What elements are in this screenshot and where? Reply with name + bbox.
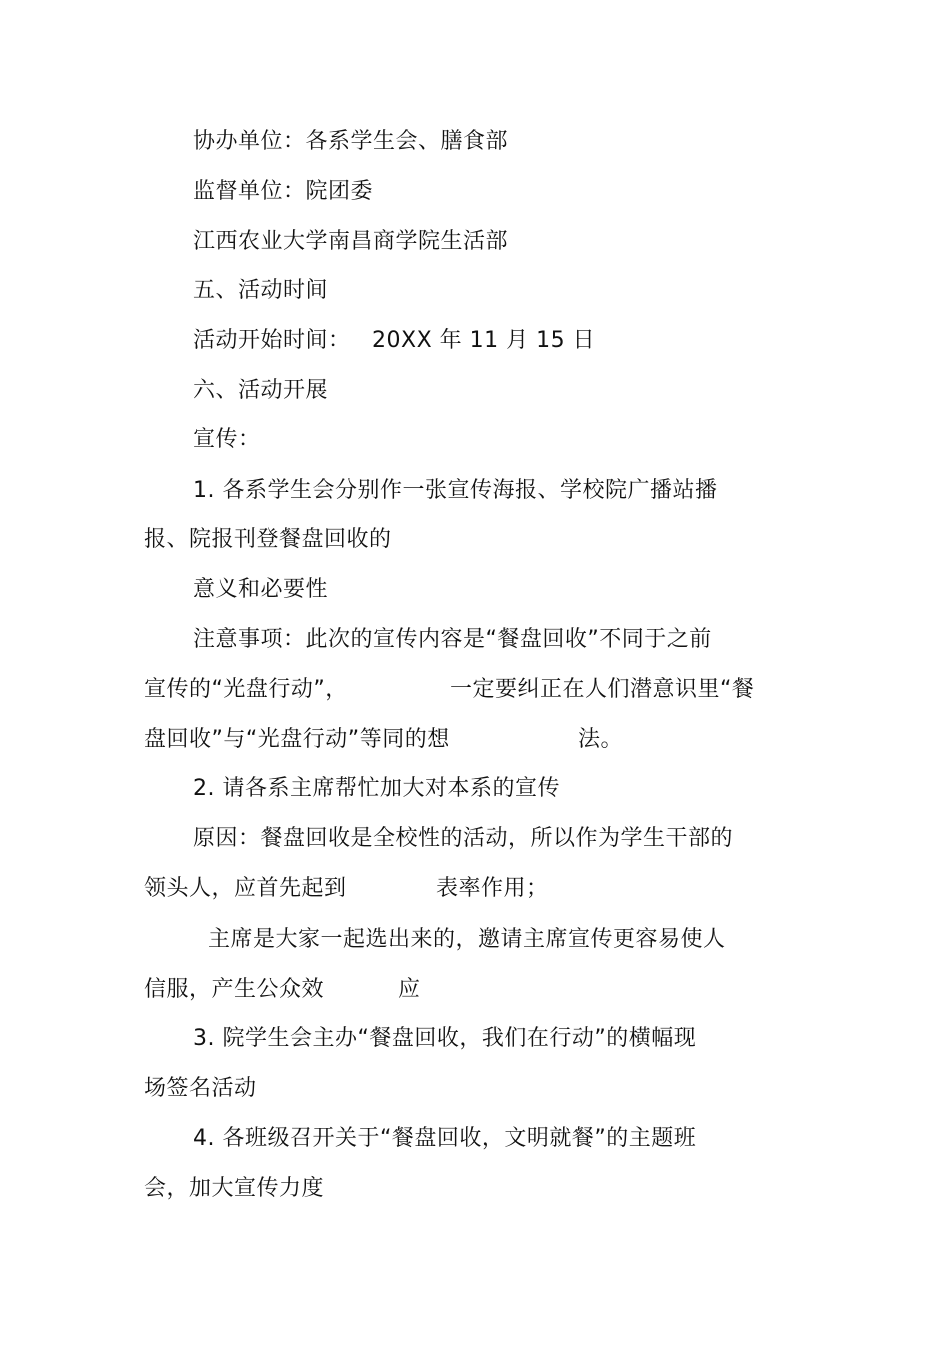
date-value: 20XX 年 11 月 15 日 xyxy=(372,328,596,353)
list-item-2: 2. 请各系主席帮忙加大对本系的宣传 xyxy=(193,776,560,801)
text-line: 法。 xyxy=(578,727,624,752)
section-heading: 六、活动开展 xyxy=(193,378,329,403)
text-line: 领头人，应首先起到 xyxy=(144,876,347,901)
text-line: 宣传的“光盘行动”， xyxy=(144,677,348,702)
text-line: 报、院报刊登餐盘回收的 xyxy=(144,527,392,552)
list-item-3: 3. 院学生会主办“餐盘回收，我们在行动”的横幅现 xyxy=(193,1026,697,1051)
text-line: 原因：餐盘回收是全校性的活动，所以作为学生干部的 xyxy=(193,826,734,851)
text-line: 监督单位：院团委 xyxy=(193,179,374,204)
text-line: 协办单位：各系学生会、膳食部 xyxy=(193,129,509,154)
text-line: 会，加大宣传力度 xyxy=(144,1176,325,1201)
text-line: 意义和必要性 xyxy=(193,577,329,602)
list-item-4: 4. 各班级召开关于“餐盘回收，文明就餐”的主题班 xyxy=(193,1126,697,1151)
text-line: 宣传： xyxy=(193,427,261,452)
section-heading: 五、活动时间 xyxy=(193,278,329,303)
text-line: 表率作用； xyxy=(436,876,549,901)
text-line: 注意事项：此次的宣传内容是“餐盘回收”不同于之前 xyxy=(193,627,712,652)
text-line: 应 xyxy=(398,977,421,1002)
text-line: 活动开始时间： xyxy=(193,328,351,353)
text-line: 一定要纠正在人们潜意识里“餐 xyxy=(450,677,755,702)
text-line: 江西农业大学南昌商学院生活部 xyxy=(193,229,509,254)
text-line: 信服，产生公众效 xyxy=(144,977,325,1002)
list-item-1: 1. 各系学生会分别作一张宣传海报、学校院广播站播 xyxy=(193,478,718,503)
text-line: 场签名活动 xyxy=(144,1076,257,1101)
text-line: 主席是大家一起选出来的，邀请主席宣传更容易使人 xyxy=(208,927,726,952)
text-line: 盘回收”与“光盘行动”等同的想 xyxy=(144,727,450,752)
